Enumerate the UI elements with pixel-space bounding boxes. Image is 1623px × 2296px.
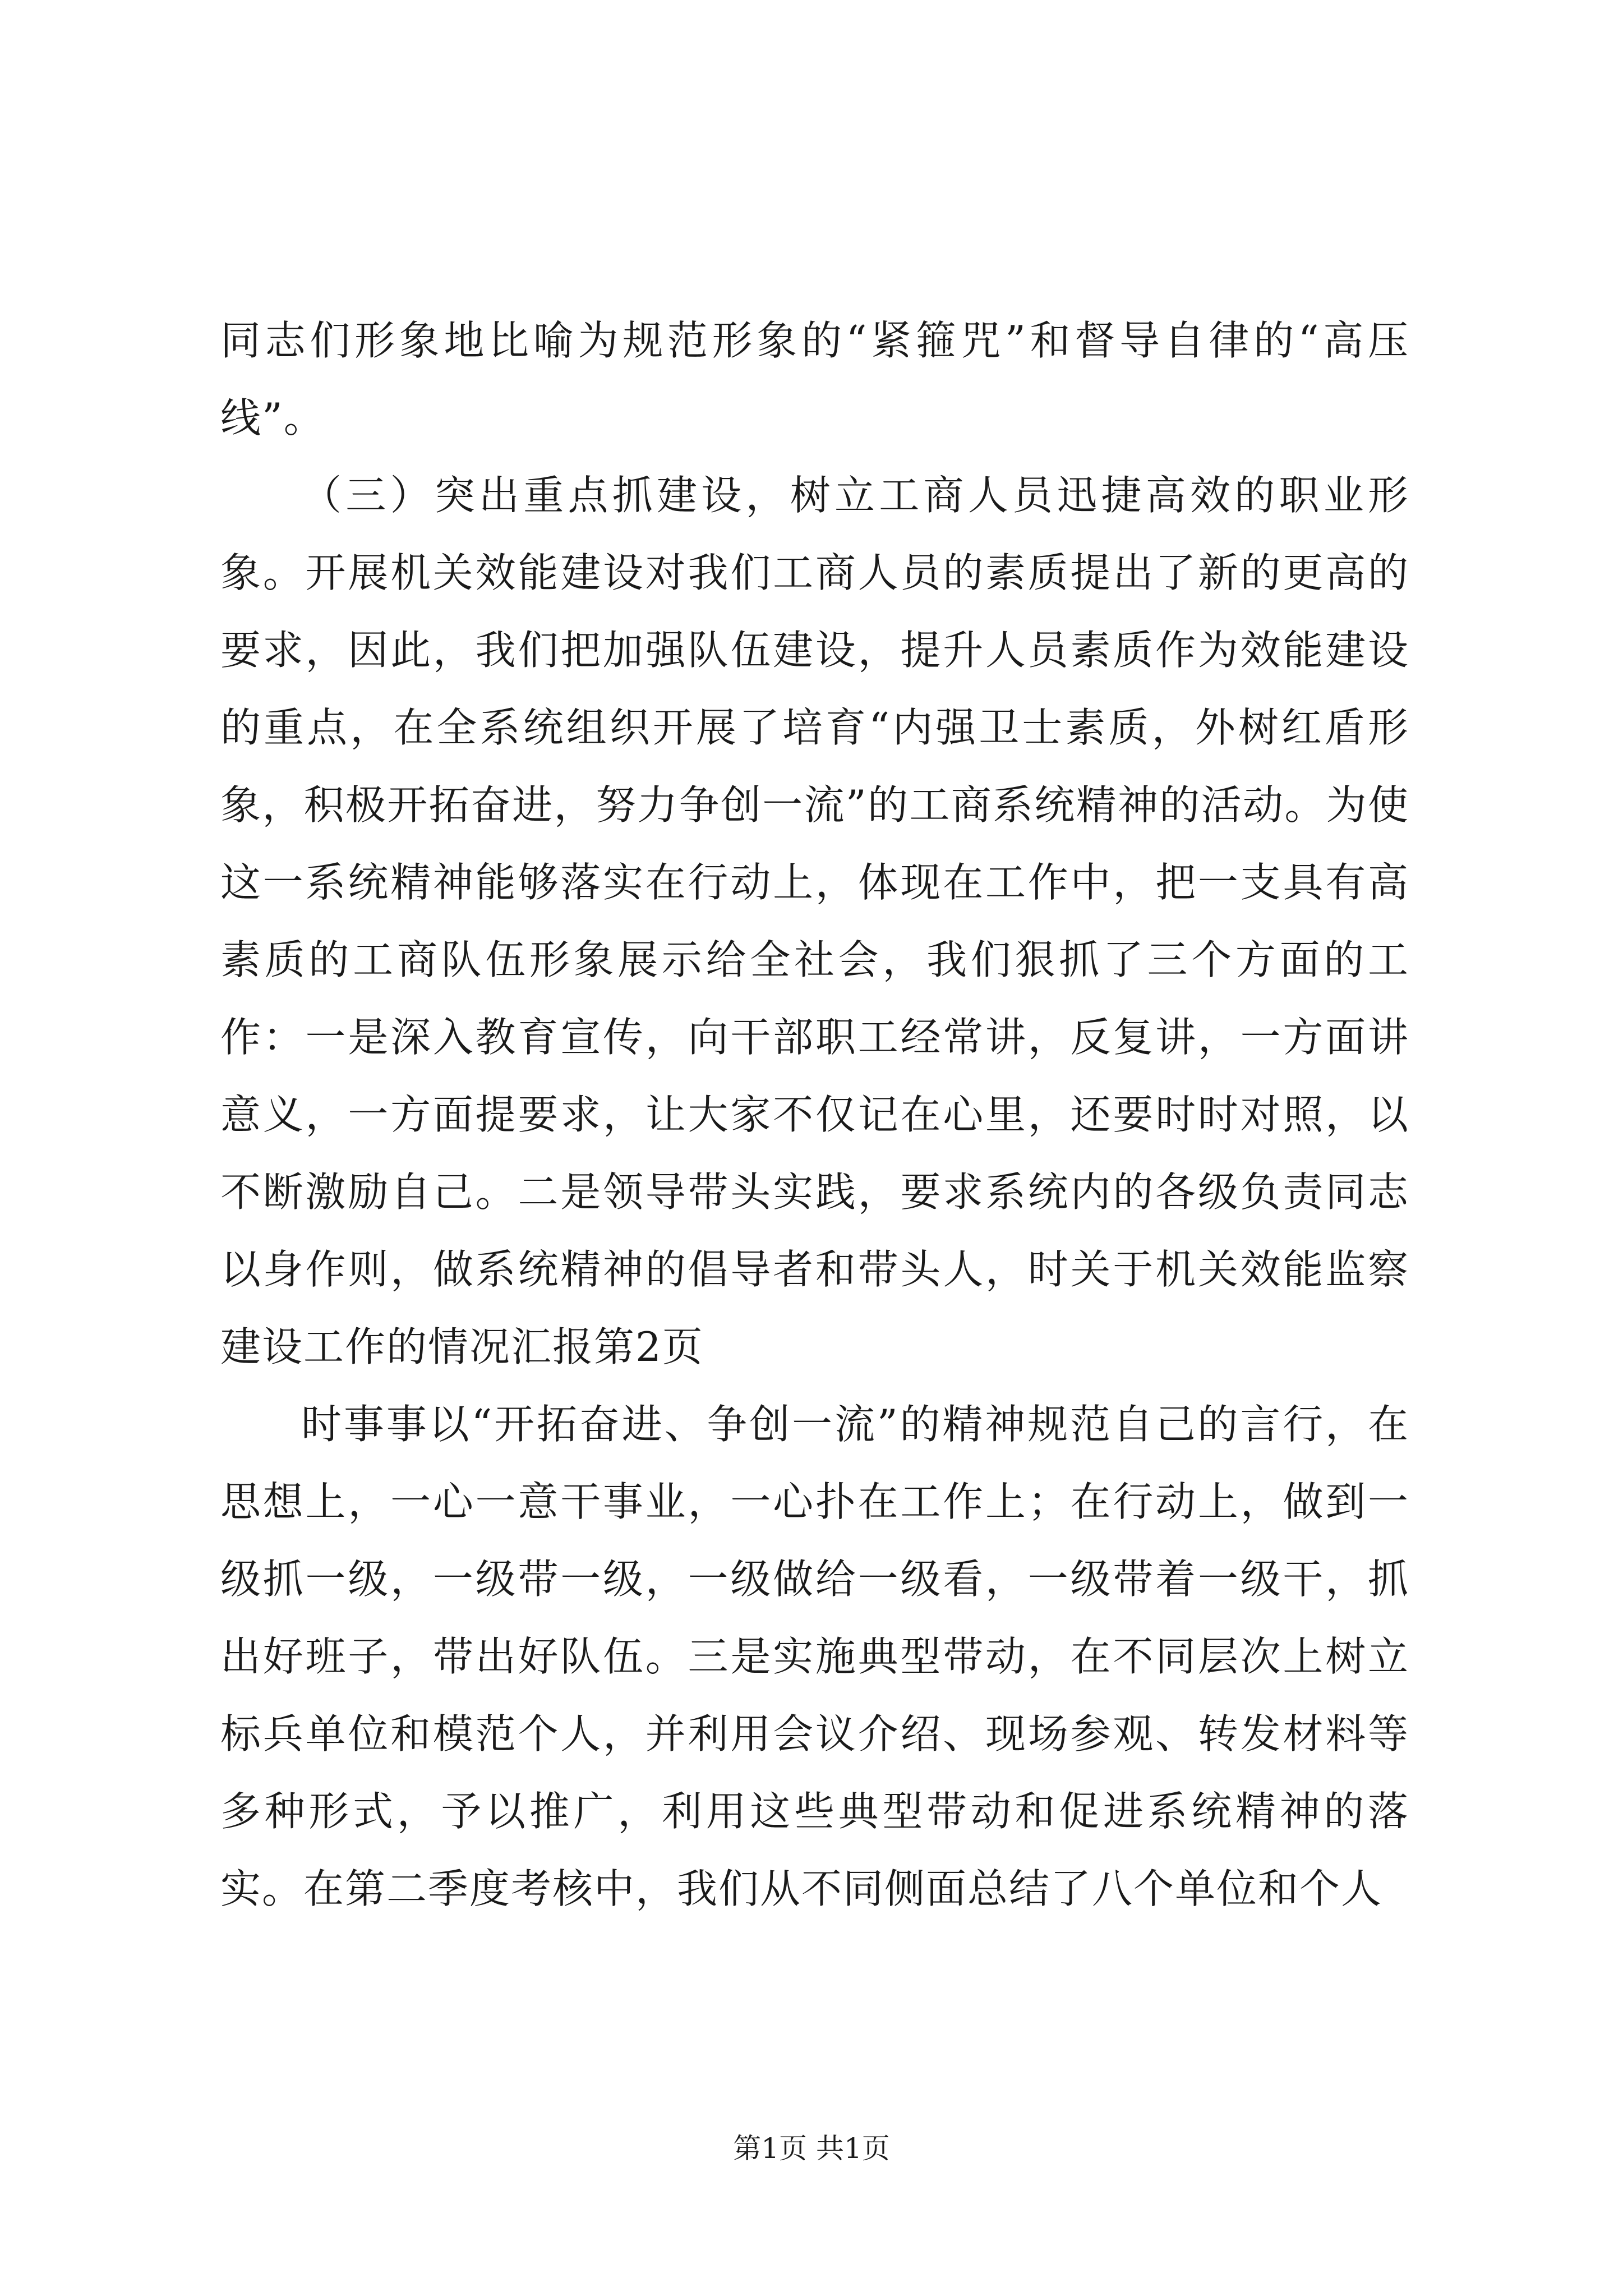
paragraph-2: （三）突出重点抓建设，树立工商人员迅捷高效的职业形象。开展机关效能建设对我们工商人员的素质提出了新的更高的要求，因此，我们把加强队伍建设，提升人员素质作为效能建设的重点，在全系统组织开展了培育“内强卫士素质，外树红盾形象，积极开拓奋进，努力争创一流”的工商系统精神的活动。为使这一系统精神能够落实在行动上，体现在工作中，把一支具有高素质的工商队伍形象展示给全社会，我们狠抓了三个方面的工作：一是深入教育宣传，向干部职工经常讲，反复讲，一方面讲意义，一方面提要求，让大家不仅记在心里，还要时时对照，以不断激励自己。二是领导带头实践，要求系统内的各级负责同志以身作则，做系统精神的倡导者和带头人，时关于机关效能监察建设工作的情况汇报第2页 xyxy=(220,472,1409,1370)
document-body xyxy=(220,302,1409,1927)
paragraph-3: 时事事以“开拓奋进、争创一流”的精神规范自己的言行，在思想上，一心一意干事业，一心扑在工作上；在行动上，做到一级抓一级，一级带一级，一级做给一级看，一级带着一级干，抓出好班子，带出好队伍。三是实施典型带动，在不同层次上树立标兵单位和模范个人，并利用会议介绍、现场参观、转发材料等多种形式，予以推广，利用这些典型带动和促进系统精神的落实。在第二季度考核中，我们从不同侧面总结了八个单位和个人 xyxy=(220,1401,1409,1912)
paragraph-1: 同志们形象地比喻为规范形象的“紧箍咒”和督导自律的“高压线”。 xyxy=(220,317,1409,441)
page-footer: 第1页 共1页 xyxy=(733,2132,890,2165)
